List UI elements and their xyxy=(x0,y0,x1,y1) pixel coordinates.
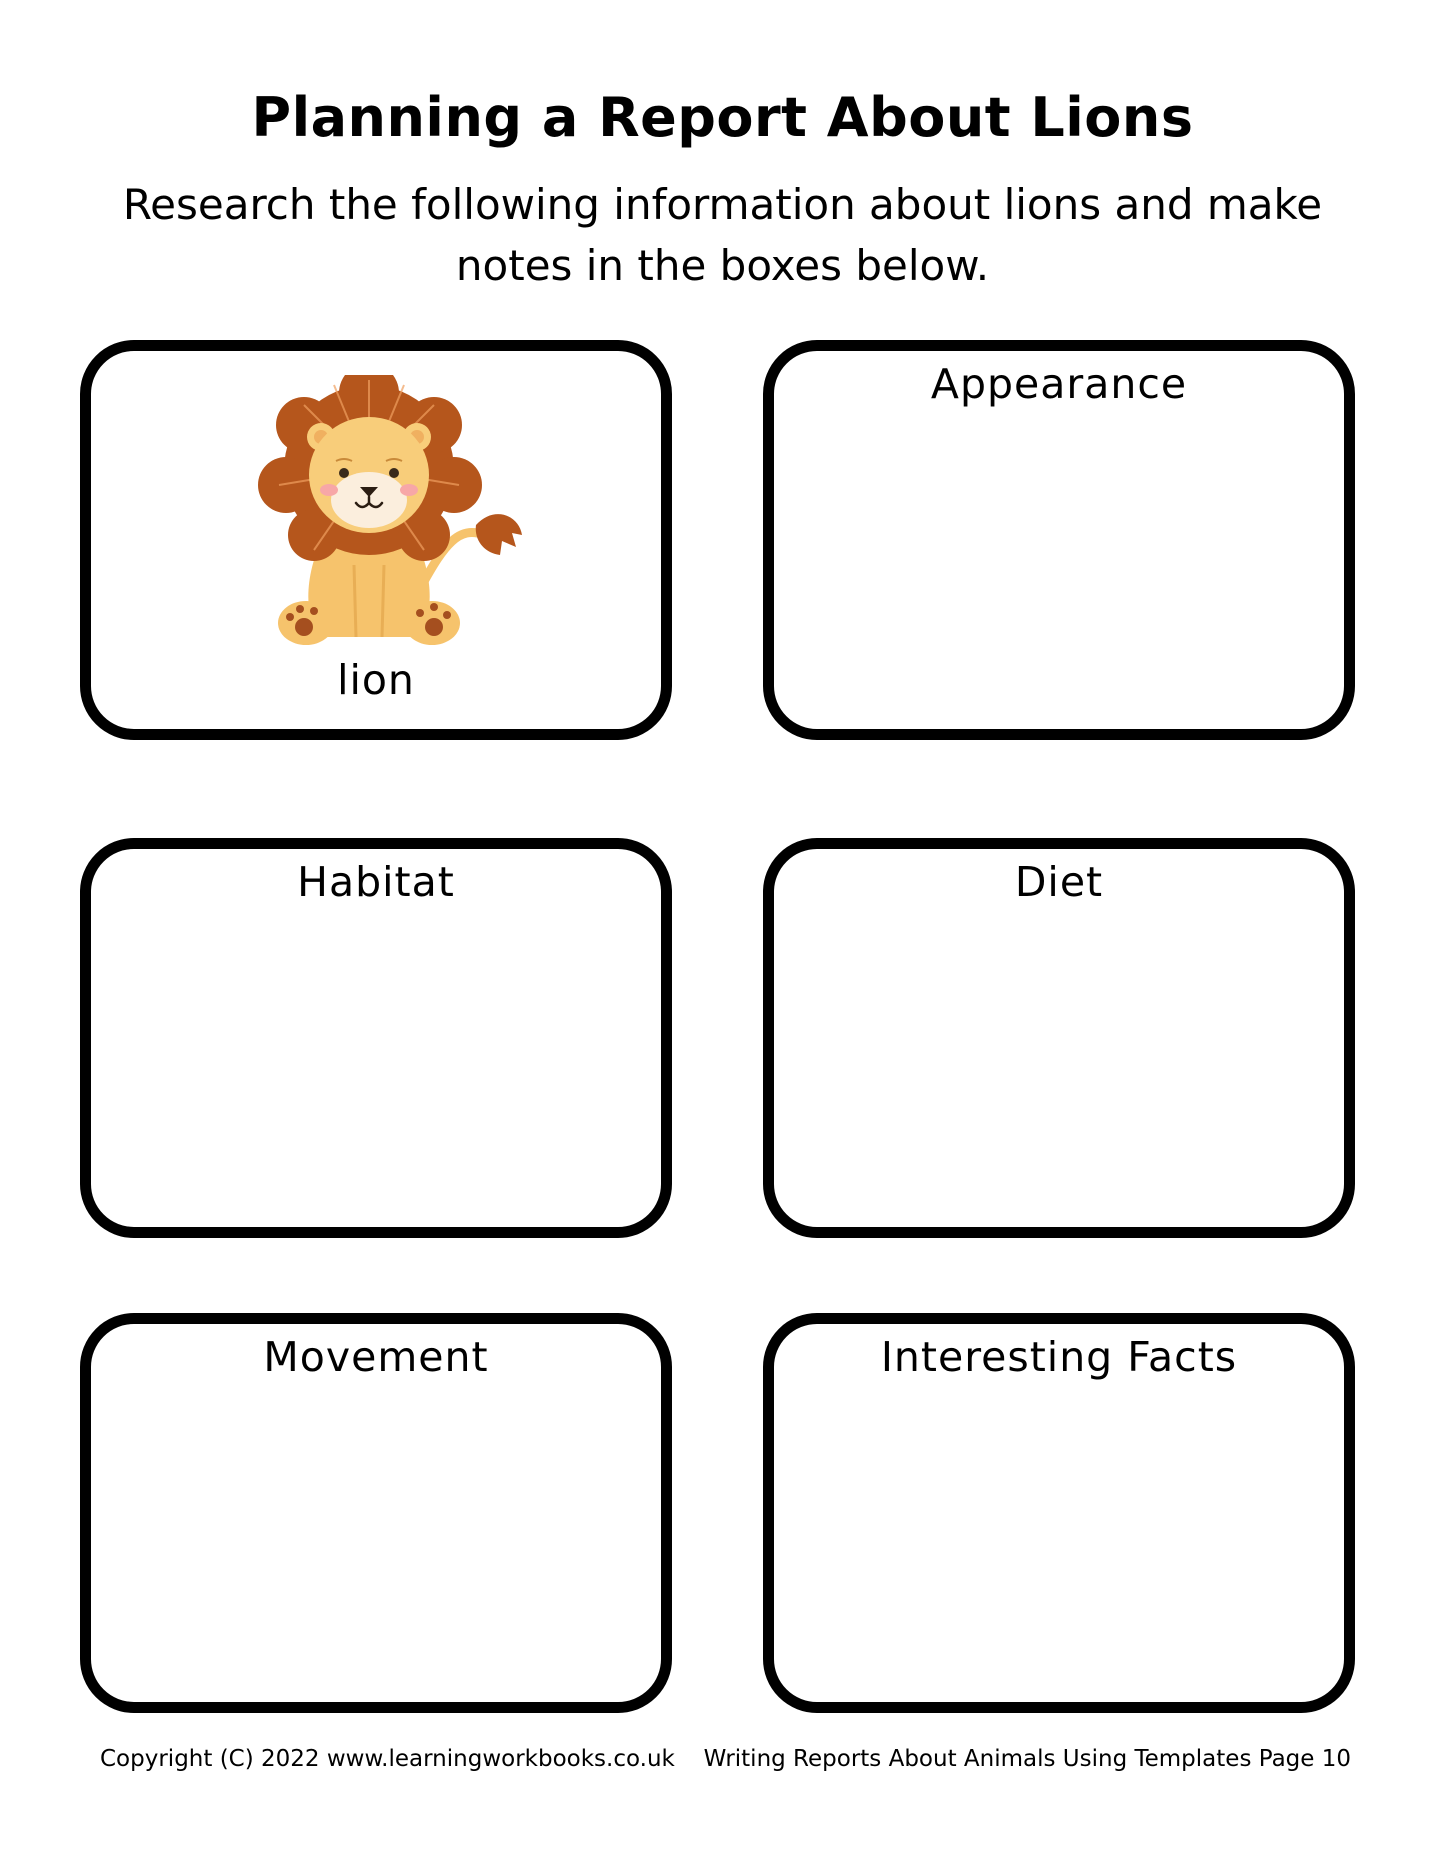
lion-tail-tuft xyxy=(476,514,522,555)
habitat-heading: Habitat xyxy=(297,858,455,906)
lion-picture-box xyxy=(80,340,672,740)
diet-heading: Diet xyxy=(1014,858,1104,906)
lion-left-eye xyxy=(339,468,349,478)
lion-left-cheek xyxy=(320,484,338,496)
appearance-box[interactable] xyxy=(763,340,1355,740)
page-instructions: Research the following information about lions and make notes in the boxes below. xyxy=(122,180,1323,290)
diet-box[interactable] xyxy=(763,838,1355,1238)
interesting-facts-heading: Interesting Facts xyxy=(880,1333,1238,1381)
movement-box[interactable] xyxy=(80,1313,672,1713)
habitat-box[interactable] xyxy=(80,838,672,1238)
lion-right-eye xyxy=(389,468,399,478)
lion-right-cheek xyxy=(400,484,418,496)
movement-heading: Movement xyxy=(263,1333,489,1381)
interesting-facts-box[interactable] xyxy=(763,1313,1355,1713)
lion-illustration xyxy=(244,375,534,651)
copyright-notice: Copyright (C) 2022 www.learningworkbooks.co.uk xyxy=(100,1746,675,1772)
lion-caption: lion xyxy=(337,656,415,704)
page-info: Writing Reports About Animals Using Templates Page 10 xyxy=(703,1746,1351,1772)
page-title: Planning a Report About Lions xyxy=(251,86,1194,149)
appearance-heading: Appearance xyxy=(930,360,1188,408)
